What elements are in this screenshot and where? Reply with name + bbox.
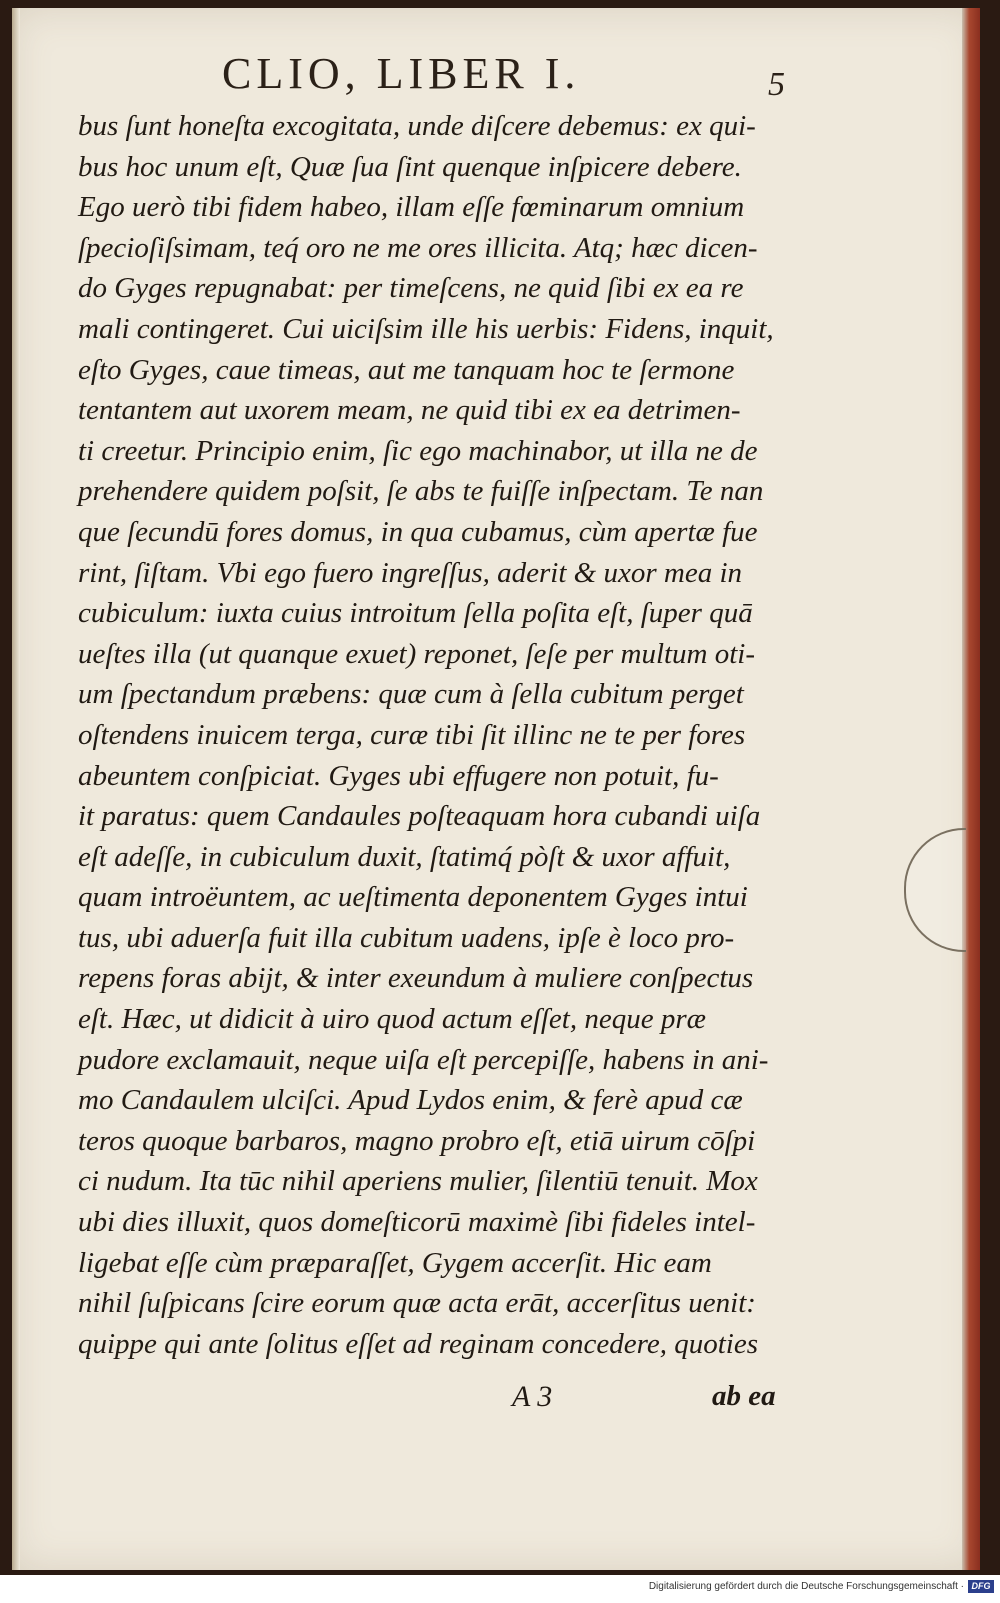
text-line: prehendere quidem poſsit, ſe abs te fuiſſe inſpectam. Te nan [78, 475, 764, 508]
text-line: tus, ubi aduerſa fuit illa cubitum uadens, ipſe è loco pro- [78, 921, 735, 954]
dfg-logo-icon: DFG [968, 1580, 994, 1593]
book-edge [962, 8, 980, 1570]
text-line: repens foras abijt, & inter exeundum à muliere conſpectus [78, 962, 754, 995]
funding-credit: Digitalisierung gefördert durch die Deutsche Forschungsgemeinschaft · [648, 1581, 964, 1592]
text-line: it paratus: quem Candaules poſteaquam hora cubandi uiſa [78, 800, 761, 833]
text-line: mali contingeret. Cui uiciſsim ille his uerbis: Fidens, inquit, [78, 312, 774, 345]
page-number: 5 [768, 66, 785, 103]
signature-mark: A 3 [512, 1380, 553, 1413]
text-line: um ſpectandum præbens: quæ cum à ſella cubitum perget [78, 678, 744, 711]
text-line: do Gyges repugnabat: per timeſcens, ne quid ſibi ex ea re [78, 272, 744, 305]
page-gutter-shadow [12, 8, 20, 1570]
body-text [78, 106, 798, 1364]
text-line: teros quoque barbaros, magno probro eſt, etiā uirum cōſpi [78, 1124, 756, 1157]
text-line: eſt. Hæc, ut didicit à uiro quod actum eſſet, neque præ [78, 1003, 706, 1036]
text-line: nihil ſuſpicans ſcire eorum quæ acta erāt, accerſitus uenit: [78, 1287, 756, 1320]
text-line: eſto Gyges, caue timeas, aut me tanquam hoc te ſermone [78, 353, 735, 386]
text-line: ueſtes illa (ut quanque exuet) reponet, ſeſe per multum oti- [78, 637, 756, 670]
catchword: ab ea [712, 1380, 776, 1412]
page-clip [904, 828, 966, 952]
text-line: cubiculum: iuxta cuius introitum ſella poſita eſt, ſuper quā [78, 597, 753, 630]
text-line: pudore exclamauit, neque uiſa eſt percepiſſe, habens in ani- [78, 1043, 769, 1076]
text-line: Ego uerò tibi fidem habeo, illam eſſe fœminarum omnium [78, 191, 745, 224]
text-line: bus hoc unum eſt, Quæ ſua ſint quenque inſpicere debere. [78, 150, 742, 183]
text-line: rint, ſiſtam. Vbi ego fuero ingreſſus, aderit & uxor mea in [78, 556, 742, 589]
text-line: mo Candaulem ulciſci. Apud Lydos enim, & ferè apud cæ [78, 1084, 743, 1117]
text-line: ci nudum. Ita tūc nihil aperiens mulier, ſilentiū tenuit. Mox [78, 1165, 758, 1198]
text-line: bus ſunt honeſta excogitata, unde diſcere debemus: ex qui- [78, 110, 756, 142]
text-line: quippe qui ante ſolitus eſſet ad reginam concedere, quoties [78, 1327, 759, 1360]
text-line: ti creetur. Principio enim, ſic ego machinabor, ut illa ne de [78, 434, 758, 467]
book-page [12, 8, 980, 1570]
text-line: ligebat eſſe cùm præparaſſet, Gygem accerſit. Hic eam [78, 1246, 712, 1279]
text-line: eſt adeſſe, in cubiculum duxit, ſtatimq́ pòſt & uxor affuit, [78, 840, 731, 873]
text-line: quam introëuntem, ac ueſtimenta deponentem Gyges intui [78, 881, 748, 914]
text-line: abeuntem conſpiciat. Gyges ubi effugere non potuit, fu- [78, 759, 719, 792]
footer-bar [0, 1575, 1000, 1603]
text-line: tentantem aut uxorem meam, ne quid tibi ex ea detrimen- [78, 394, 741, 427]
text-line: que ſecundū fores domus, in qua cubamus, cùm apertæ fue [78, 515, 758, 548]
text-line: ubi dies illuxit, quos domeſticorū maximè ſibi fideles intel- [78, 1206, 756, 1239]
text-line: oſtendens inuicem terga, curæ tibi ſit illinc ne te per fores [78, 718, 746, 751]
text-line: ſpecioſiſsimam, teq́ oro ne me ores illicita. Atq; hæc dicen- [78, 231, 758, 264]
running-header: CLIO, LIBER I. [222, 49, 581, 98]
